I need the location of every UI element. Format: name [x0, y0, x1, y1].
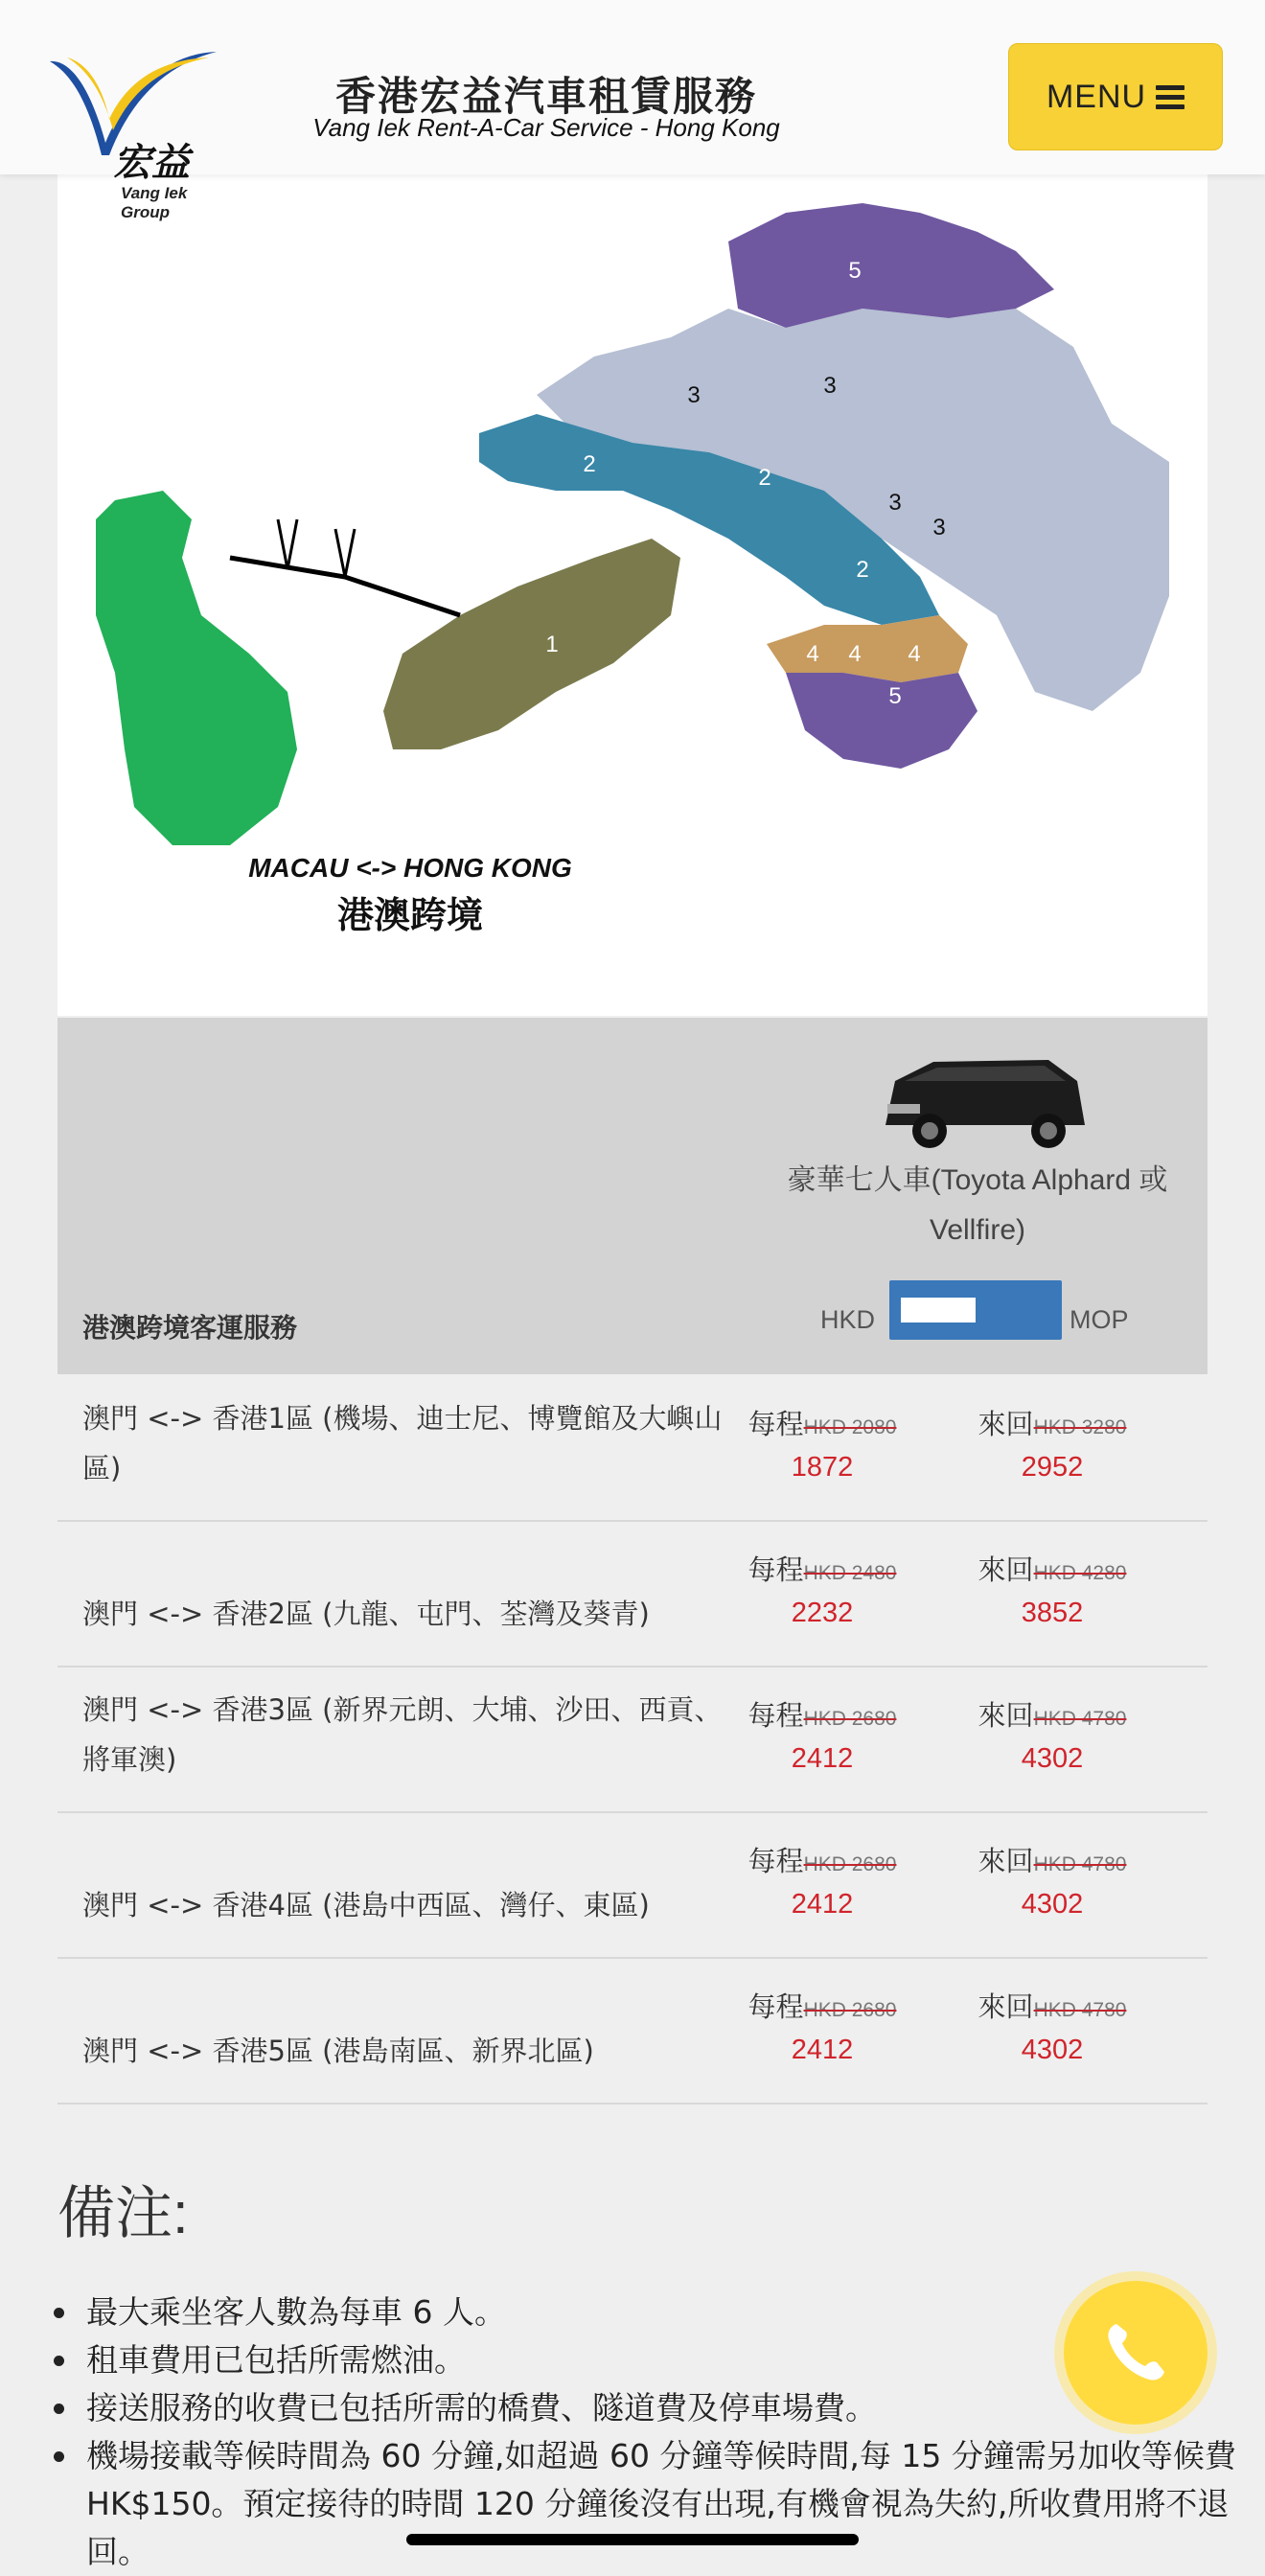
zone-number: 3 [932, 515, 946, 540]
one-way-price [726, 1403, 918, 1484]
return-price [956, 1840, 1148, 1920]
return-label: 來回 [978, 1553, 1034, 1586]
bridge-line [230, 558, 460, 615]
one-way-label: 每程 [748, 1845, 804, 1877]
menu-button[interactable] [1008, 43, 1223, 150]
map-label-cn: 港澳跨境 [336, 894, 483, 936]
map-label-en: MACAU <-> HONG KONG [248, 853, 572, 883]
zone-number: 4 [848, 641, 862, 667]
return-label: 來回 [978, 1845, 1034, 1877]
service-title: 港澳跨境客運服務 [82, 1312, 298, 1344]
route-label: 澳門 <-> 香港3區 (新界元朗、大埔、沙田、西貢、將軍澳) [82, 1693, 723, 1776]
return-label: 來回 [978, 1990, 1034, 2023]
one-way-label: 每程 [748, 1699, 804, 1732]
brand-title-cn: 香港宏益汽車租賃服務 [334, 73, 757, 120]
call-button[interactable] [1064, 2281, 1208, 2425]
zone-number: 5 [888, 683, 902, 709]
logo-text: 宏益 [113, 142, 190, 184]
one-way-price [726, 1840, 918, 1920]
one-way-old-price: HKD 2480 [803, 1562, 897, 1584]
zone-number: 4 [806, 641, 819, 667]
company-logo[interactable] [46, 42, 238, 221]
zone-number: 2 [758, 465, 771, 491]
one-way-new-price: 2232 [791, 1598, 854, 1628]
return-price [956, 1549, 1148, 1629]
return-old-price: HKD 4780 [1033, 1708, 1127, 1730]
zone-number: 4 [908, 641, 921, 667]
macau-region [96, 491, 297, 845]
zone-number: 3 [888, 490, 902, 516]
return-label: 來回 [978, 1699, 1034, 1732]
route-label: 澳門 <-> 香港4區 (港島中西區、灣仔、東區) [82, 1889, 650, 1921]
one-way-price [726, 1694, 918, 1775]
zone-5-south-region [786, 673, 978, 769]
brand-title-en: Vang Iek Rent-A-Car Service - Hong Kong [312, 113, 780, 142]
zone-number: 3 [823, 373, 837, 399]
return-new-price: 4302 [1021, 2035, 1084, 2065]
zone-number: 2 [856, 557, 869, 583]
zone-5-north-region [728, 203, 1054, 328]
return-price [956, 1986, 1148, 2066]
route-label: 澳門 <-> 香港5區 (港島南區、新界北區) [82, 2035, 594, 2067]
one-way-new-price: 1872 [791, 1452, 854, 1483]
return-price [956, 1694, 1148, 1775]
one-way-price [726, 1986, 918, 2066]
zone-4-region [767, 615, 968, 682]
note-item: 接送服務的收費已包括所需的橋費、隧道費及停車場費。 [86, 2384, 1265, 2432]
one-way-label: 每程 [748, 1408, 804, 1440]
one-way-old-price: HKD 2680 [803, 1708, 897, 1730]
return-old-price: HKD 3280 [1033, 1416, 1127, 1438]
logo-subtitle: Vang Iek Group [121, 184, 188, 221]
price-row [58, 1376, 1208, 1522]
home-indicator [406, 2534, 859, 2545]
one-way-label: 每程 [748, 1990, 804, 2023]
return-old-price: HKD 4280 [1033, 1562, 1127, 1584]
one-way-old-price: HKD 2680 [803, 1853, 897, 1875]
one-way-old-price: HKD 2680 [803, 1999, 897, 2021]
notes-title: 備注: [58, 2181, 189, 2245]
one-way-label: 每程 [748, 1553, 804, 1586]
zone-number: 1 [545, 632, 559, 657]
return-new-price: 4302 [1021, 1743, 1084, 1774]
note-item: 最大乘坐客人數為每車 6 人。 [86, 2288, 1265, 2336]
one-way-new-price: 2412 [791, 1889, 854, 1920]
one-way-old-price: HKD 2080 [803, 1416, 897, 1438]
price-row [58, 1959, 1208, 2104]
return-old-price: HKD 4780 [1033, 1853, 1127, 1875]
car-name: 豪華七人車(Toyota Alphard 或 Vellfire) [787, 1164, 1168, 1246]
zone-number: 5 [848, 258, 862, 284]
hamburger-icon [1156, 80, 1184, 114]
zone-1-region [383, 539, 680, 749]
menu-label: MENU [1046, 78, 1147, 115]
one-way-new-price: 2412 [791, 1743, 854, 1774]
zone-number: 3 [687, 382, 701, 408]
return-new-price: 4302 [1021, 1889, 1084, 1920]
zone-map [58, 174, 1208, 1016]
return-new-price: 3852 [1021, 1598, 1084, 1628]
price-row [58, 1522, 1208, 1668]
currency-mop-label: MOP [1070, 1305, 1129, 1334]
return-label: 來回 [978, 1408, 1034, 1440]
price-row [58, 1668, 1208, 1813]
one-way-new-price: 2412 [791, 2035, 854, 2065]
zone-number: 2 [583, 451, 596, 477]
currency-toggle-knob [901, 1298, 976, 1322]
currency-toggle[interactable] [889, 1280, 1062, 1340]
route-label: 澳門 <-> 香港2區 (九龍、屯門、荃灣及葵青) [82, 1598, 650, 1630]
price-row [58, 1813, 1208, 1959]
one-way-price [726, 1549, 918, 1629]
route-label: 澳門 <-> 香港1區 (機場、迪士尼、博覽館及大嶼山區) [82, 1402, 723, 1484]
note-item: 租車費用已包括所需燃油。 [86, 2336, 1265, 2384]
currency-hkd-label: HKD [820, 1305, 876, 1334]
return-old-price: HKD 4780 [1033, 1999, 1127, 2021]
site-header [0, 0, 1265, 221]
return-new-price: 2952 [1021, 1452, 1084, 1483]
note-item: 機場接載等候時間為 60 分鐘,如超過 60 分鐘等候時間,每 15 分鐘需另加收等候費HK$150。預定接待的時間 120 分鐘後沒有出現,有機會視為失約,所收費用將不退回。 [86, 2432, 1265, 2576]
phone-icon [1097, 2314, 1174, 2391]
return-price [956, 1403, 1148, 1484]
car-image [866, 1043, 1096, 1158]
service-table-header [58, 1018, 1208, 1374]
